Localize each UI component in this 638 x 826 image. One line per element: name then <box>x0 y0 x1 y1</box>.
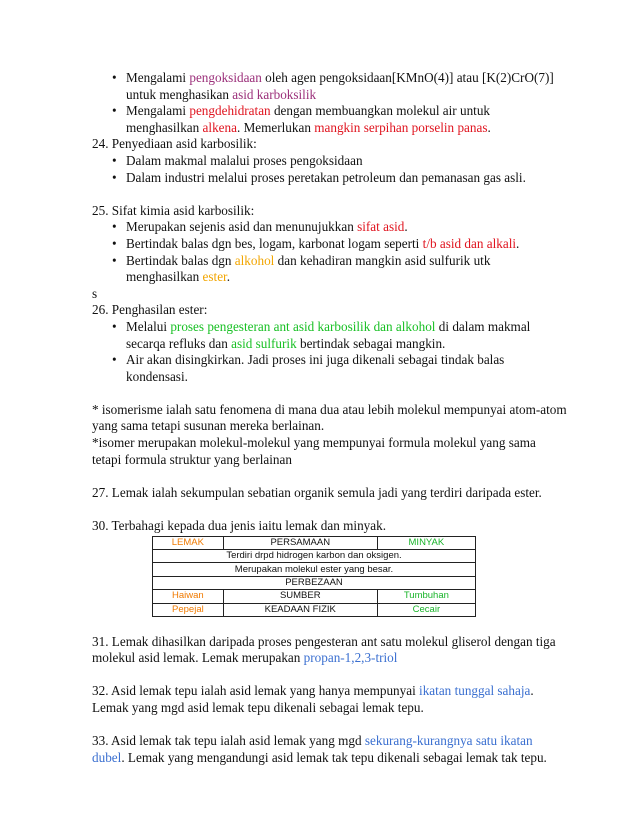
text: untuk menghasikan <box>126 86 233 102</box>
bullet-item <box>92 253 552 286</box>
table-row <box>153 536 476 549</box>
text: Mengalami <box>126 103 190 119</box>
text: . <box>516 235 520 251</box>
item-27: 27. Lemak ialah sekumpulan sebatian organik semula jadi yang terdiri daripada ester. <box>92 484 542 500</box>
text: molekul asid lemak. Lemak merupakan <box>92 650 304 666</box>
isomer-line: tetapi formula struktur yang berlainan <box>92 451 292 467</box>
table-row <box>153 590 476 603</box>
highlight-text: pengoksidaan <box>189 70 262 85</box>
table-cell: Cecair <box>377 603 475 616</box>
bullet-icon: • <box>112 318 117 334</box>
bullet-item <box>92 170 552 187</box>
text: . Memerlukan <box>236 119 315 135</box>
highlight-text: alkohol <box>234 252 275 268</box>
text: . Lemak yang mengandungi asid lemak tak tepu dikenali sebagai lemak tak tepu. <box>121 749 547 765</box>
table-cell: KEADAAN FIZIK <box>223 603 377 616</box>
highlight-text: mangkin serpihan porselin panas <box>314 119 488 135</box>
bullet-icon: • <box>112 169 117 185</box>
highlight-text: alkena <box>202 119 237 135</box>
document-page <box>92 70 567 766</box>
table-cell: Terdiri drpd hidrogen karbon dan oksigen. <box>153 550 476 563</box>
text: kondensasi. <box>126 368 188 384</box>
table-row <box>153 576 476 589</box>
bullet-icon: • <box>112 70 117 85</box>
text: Merupakan sejenis asid dan menunujukkan <box>126 219 358 235</box>
bullet-item <box>92 236 552 253</box>
highlight-text: asid karboksilik <box>232 86 317 102</box>
item-24-heading: 24. Penyediaan asid karbosilik: <box>92 136 257 152</box>
stray-char: s <box>92 285 98 301</box>
text: . <box>226 269 231 285</box>
table-cell: MINYAK <box>377 536 475 549</box>
item-32-line: Lemak yang mgd asid lemak tepu dikenali sebagai lemak tepu. <box>92 699 424 715</box>
bullet-icon: • <box>112 252 117 268</box>
table-cell: SUMBER <box>223 590 377 603</box>
isomer-line: *isomer merupakan molekul-molekul yang mempunyai formula molekul yang sama <box>92 435 536 451</box>
text: menghasilkan <box>126 119 203 135</box>
text: 33. Asid lemak tak tepu ialah asid lemak yang mgd <box>92 733 365 749</box>
text: Air akan disingkirkan. Jadi proses ini juga dikenali sebagai tindak balas <box>126 352 505 368</box>
text: di dalam makmal <box>435 318 531 334</box>
text: Bertindak balas dgn bes, logam, karbonat logam seperti <box>126 235 423 251</box>
text: . <box>530 683 534 699</box>
table-cell: Haiwan <box>153 590 224 603</box>
item-30-heading: 30. Terbahagi kepada dua jenis iaitu lemak dan minyak. <box>92 518 386 534</box>
text: menghasilkan <box>126 269 203 285</box>
bullet-icon: • <box>112 152 117 168</box>
highlight-text: ester <box>202 269 227 285</box>
text: dengan membuangkan molekul air untuk <box>270 103 491 119</box>
highlight-text: ikatan tunggal sahaja <box>419 683 531 699</box>
highlight-text: sekurang-kurangnya satu ikatan <box>364 733 533 749</box>
bullet-item <box>92 352 552 385</box>
table-row <box>153 563 476 576</box>
item-26-heading: 26. Penghasilan ester: <box>92 302 208 318</box>
table-row <box>153 603 476 616</box>
bullet-item-dehydration <box>92 103 552 136</box>
text: oleh agen pengoksidaan[KMnO(4)] atau [K(2)CrO(7)] <box>261 70 554 85</box>
highlight-text: t/b asid dan alkali <box>422 235 517 251</box>
highlight-text: sifat asid <box>357 219 405 235</box>
table-cell: LEMAK <box>153 536 224 549</box>
highlight-text: proses pengesteran ant asid karbosilik dan alkohol <box>170 318 436 334</box>
text: dan kehadiran mangkin asid sulfurik utk <box>274 252 491 268</box>
highlight-text: pengdehidratan <box>189 103 271 119</box>
text: Melalui <box>126 318 171 334</box>
item-31-line: 31. Lemak dihasilkan daripada proses pengesteran ant satu molekul gliserol dengan tiga <box>92 633 556 649</box>
table-cell: PERSAMAAN <box>223 536 377 549</box>
table-cell: Tumbuhan <box>377 590 475 603</box>
isomer-line: yang sama tetapi susunan mereka berlainan. <box>92 418 325 434</box>
table-row <box>153 550 476 563</box>
text: . <box>404 219 408 235</box>
text: . <box>487 119 491 135</box>
bullet-item <box>92 319 552 352</box>
text: secarqa refluks dan <box>126 335 232 351</box>
text: Mengalami <box>126 70 190 85</box>
isomer-line: * isomerisme ialah satu fenomena di mana dua atau lebih molekul mempunyai atom-atom <box>92 401 567 417</box>
item-25-heading: 25. Sifat kimia asid karbosilik: <box>92 202 255 218</box>
table-cell: Merupakan molekul ester yang besar. <box>153 563 476 576</box>
bullet-icon: • <box>112 352 117 368</box>
comparison-table <box>152 536 476 617</box>
table-cell: Pepejal <box>153 603 224 616</box>
text: Dalam makmal malalui proses pengoksidaan <box>126 152 363 168</box>
text: bertindak sebagai mangkin. <box>296 335 446 351</box>
bullet-icon: • <box>112 235 117 251</box>
text: Dalam industri melalui proses peretakan petroleum dan pemanasan gas asli. <box>126 169 526 185</box>
highlight-text: propan-1,2,3-triol <box>303 650 398 666</box>
bullet-item <box>92 153 552 170</box>
bullet-icon: • <box>112 103 117 119</box>
table-cell: PERBEZAAN <box>153 576 476 589</box>
text: 32. Asid lemak tepu ialah asid lemak yang hanya mempunyai <box>92 683 420 699</box>
bullet-item-oxidation <box>92 70 552 103</box>
text: Bertindak balas dgn <box>126 252 235 268</box>
bullet-item <box>92 219 552 236</box>
highlight-text: dubel <box>92 749 122 765</box>
highlight-text: asid sulfurik <box>231 335 297 351</box>
bullet-icon: • <box>112 219 117 235</box>
